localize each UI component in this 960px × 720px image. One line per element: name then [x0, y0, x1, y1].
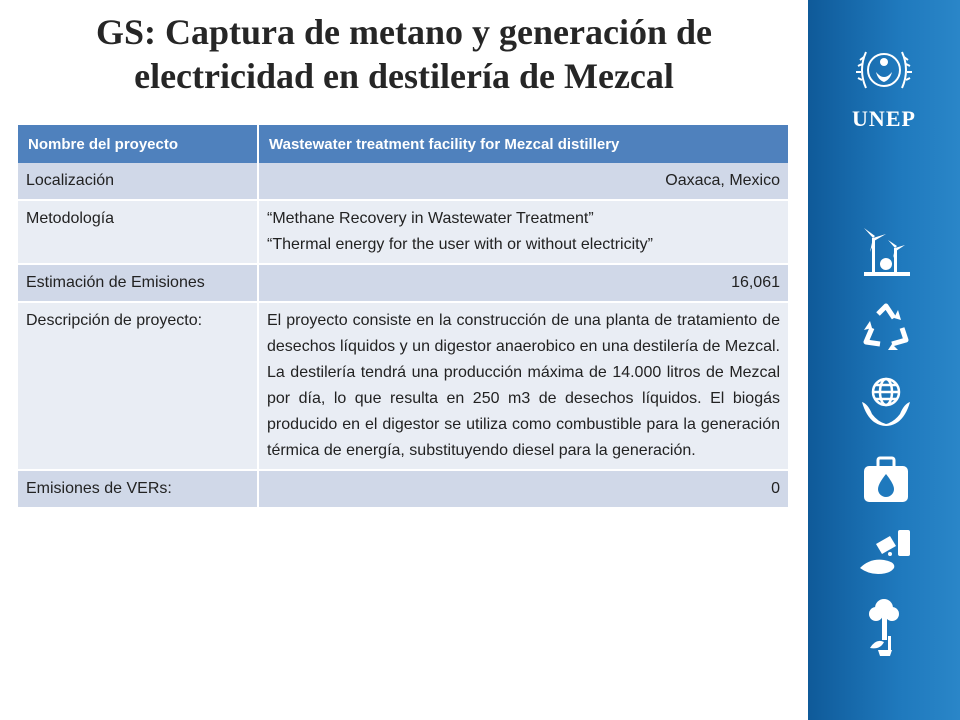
table-row-metodologia — [18, 200, 789, 264]
unep-logo-text: UNEP — [852, 106, 916, 131]
unep-sidebar — [808, 0, 960, 720]
unep-emblem-icon — [854, 40, 914, 102]
row-label: Estimación de Emisiones — [18, 264, 258, 302]
row-value: Oaxaca, Mexico — [258, 163, 789, 200]
row-label: Localización — [18, 163, 258, 200]
globe-hands-icon — [858, 372, 914, 428]
spill-barrel-icon — [858, 524, 914, 580]
recycle-icon — [858, 300, 914, 356]
table-row-localizacion — [18, 163, 789, 200]
wind-turbines-icon — [858, 224, 914, 280]
table-header-row — [18, 125, 789, 163]
title-line-2: electricidad en destilería de Mezcal — [134, 56, 674, 96]
table-row-emisiones-vers — [18, 470, 789, 508]
project-table — [18, 125, 790, 509]
row-label: Descripción de proyecto: — [18, 302, 258, 470]
methodology-line-1: “Methane Recovery in Wastewater Treatment” — [267, 210, 594, 227]
row-label: Emisiones de VERs: — [18, 470, 258, 508]
case-water-drop-icon — [858, 452, 914, 508]
table-row-estimacion — [18, 264, 789, 302]
header-value: Wastewater treatment facility for Mezcal distillery — [258, 125, 789, 163]
tree-plant-icon — [858, 596, 914, 666]
page-title — [0, 10, 808, 98]
table-row-descripcion — [18, 302, 789, 470]
title-line-1: GS: Captura de metano y generación de — [96, 12, 712, 52]
row-value: 16,061 — [258, 264, 789, 302]
methodology-line-2: “Thermal energy for the user with or without electricity” — [267, 236, 653, 253]
row-value: El proyecto consiste en la construcción de una planta de tratamiento de desechos líquidos y un digestor anaerobico en una destilería de Mezcal. La destilería tendrá una producción máxima de 14.000 litros de Mezcal por día, lo que resulta en 250 m3 de desechos líquidos. El biogás producido en el digestor se utiliza como combustible para la generación térmica de energía, substituyendo diesel para la generación. — [258, 302, 789, 470]
header-label: Nombre del proyecto — [18, 125, 258, 163]
row-label: Metodología — [18, 200, 258, 264]
row-value: 0 — [258, 470, 789, 508]
row-value — [258, 200, 789, 264]
